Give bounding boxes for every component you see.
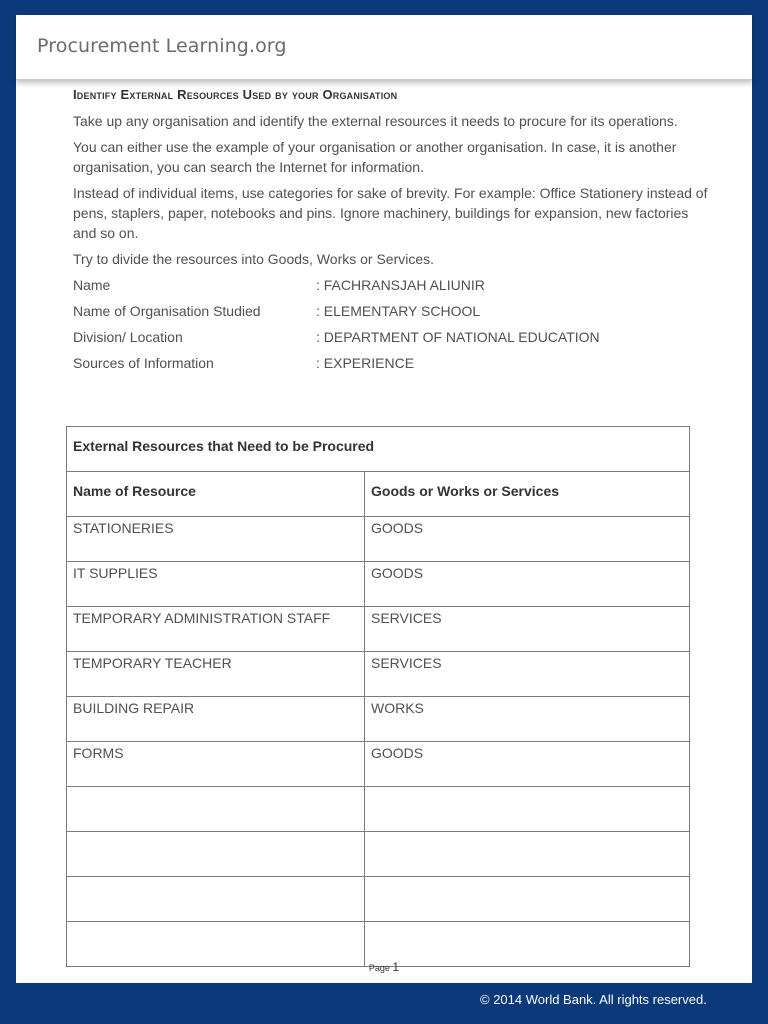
- resources-table-wrap: [66, 426, 690, 967]
- resource-type-cell: GOODS: [365, 517, 690, 562]
- resource-name-cell: IT SUPPLIES: [67, 562, 365, 607]
- page-label: Page: [368, 963, 390, 973]
- table-row: [67, 517, 690, 562]
- info-row-division: [73, 327, 713, 353]
- paragraph: You can either use the example of your organisation or another organisation. In case, it is another organisation, you can search the Internet for information.: [73, 139, 677, 175]
- info-value: : EXPERIENCE: [316, 355, 415, 371]
- resource-name-cell: [67, 877, 365, 922]
- resource-name-cell: [67, 787, 365, 832]
- resource-name-cell: FORMS: [67, 742, 365, 787]
- info-label: Name: [73, 277, 111, 293]
- paragraph: Try to divide the resources into Goods, Works or Services.: [73, 251, 435, 267]
- table-row: [67, 562, 690, 607]
- column-header-type: Goods or Works or Services: [365, 472, 690, 517]
- resource-type-cell: SERVICES: [365, 652, 690, 697]
- resource-type-cell: GOODS: [365, 742, 690, 787]
- info-value: : FACHRANSJAH ALIUNIR: [316, 277, 485, 293]
- table-row: [67, 742, 690, 787]
- table-header-row: [67, 472, 690, 517]
- table-row: [67, 877, 690, 922]
- document-body: [73, 85, 713, 379]
- resource-type-cell: WORKS: [365, 697, 690, 742]
- resource-type-cell: [365, 832, 690, 877]
- info-row-organisation: [73, 301, 713, 327]
- resource-type-cell: SERVICES: [365, 607, 690, 652]
- info-label: Sources of Information: [73, 355, 214, 371]
- table-title: External Resources that Need to be Procured: [67, 427, 690, 472]
- table-row: [67, 832, 690, 877]
- resource-name-cell: BUILDING REPAIR: [67, 697, 365, 742]
- page-header: [16, 15, 752, 80]
- resource-name-cell: STATIONERIES: [67, 517, 365, 562]
- info-label: Name of Organisation Studied: [73, 303, 261, 319]
- info-value: : DEPARTMENT OF NATIONAL EDUCATION: [316, 329, 600, 345]
- table-row: [67, 697, 690, 742]
- site-title: Procurement Learning.org: [37, 35, 287, 57]
- paragraph: Instead of individual items, use categories for sake of brevity. For example: Office Stationery instead of pens, staplers, paper, notebooks and pins. Ignore machinery, buildings for expansion, new factories and so on.: [73, 185, 708, 241]
- column-header-name: Name of Resource: [67, 472, 365, 517]
- resource-type-cell: [365, 877, 690, 922]
- page-number: [16, 960, 752, 974]
- table-row: [67, 787, 690, 832]
- table-row: [67, 607, 690, 652]
- info-row-sources: [73, 353, 713, 379]
- info-value: : ELEMENTARY SCHOOL: [316, 303, 481, 319]
- resource-name-cell: [67, 832, 365, 877]
- table-row: [67, 652, 690, 697]
- resource-name-cell: TEMPORARY TEACHER: [67, 652, 365, 697]
- info-label: Division/ Location: [73, 329, 183, 345]
- paragraph: Take up any organisation and identify the external resources it needs to procure for its operations.: [73, 113, 678, 129]
- resource-type-cell: [365, 787, 690, 832]
- resource-type-cell: GOODS: [365, 562, 690, 607]
- info-row-name: [73, 275, 713, 301]
- copyright-footer: © 2014 World Bank. All rights reserved.: [480, 992, 707, 1007]
- section-heading: Identify External Resources Used by your Organisation: [73, 87, 398, 102]
- table-title-row: [67, 427, 690, 472]
- resource-name-cell: TEMPORARY ADMINISTRATION STAFF: [67, 607, 365, 652]
- resources-table: [66, 426, 690, 967]
- page-number-value: 1: [392, 960, 400, 974]
- document-page: [16, 15, 752, 983]
